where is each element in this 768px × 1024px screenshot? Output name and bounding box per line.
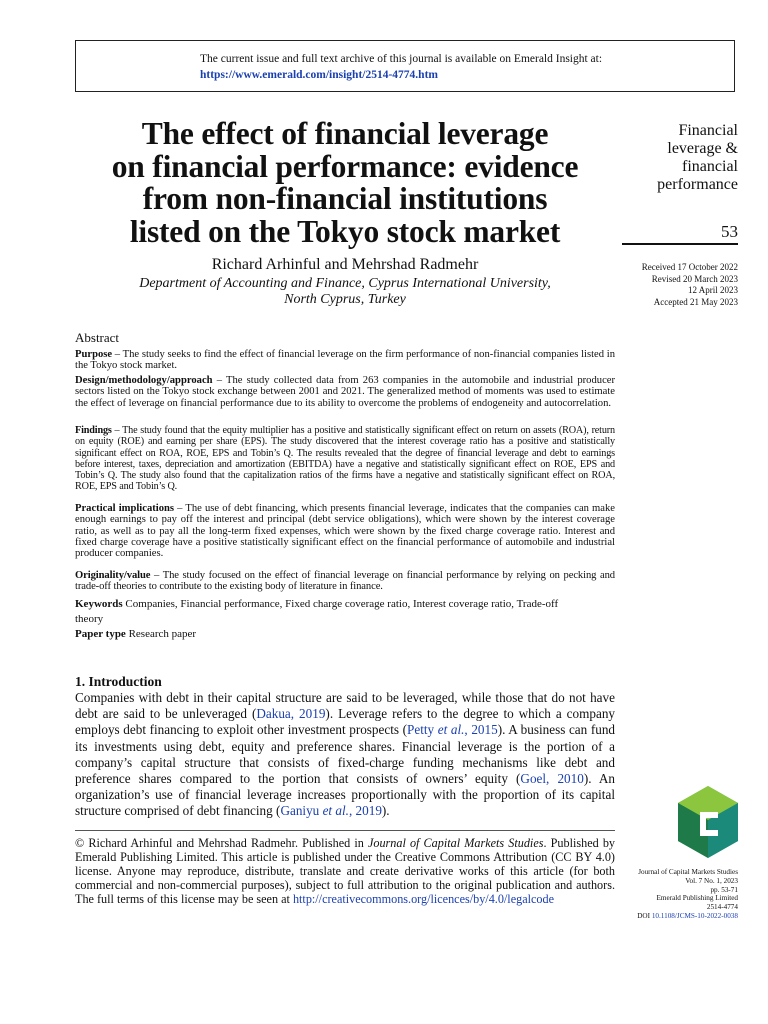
title-line: listed on the Tokyo stock market	[129, 213, 561, 249]
title-line: The effect of financial leverage	[141, 116, 549, 151]
citation-author: Ganiyu	[280, 803, 323, 819]
keywords-text: Companies, Financial performance, Fixed charge coverage ratio, Interest coverage ratio, Trade-off theory	[75, 598, 559, 625]
keywords	[75, 597, 585, 627]
title-line: on financial performance: evidence	[111, 148, 579, 184]
intro-text: Companies with debt in their capital structure are said to be leveraged, while those that do not have debt are said to be unleveraged (	[75, 690, 615, 722]
intro-text: ).	[381, 803, 390, 819]
journal-url-link[interactable]: https://www.emerald.com/insight/2514-4774.htm	[200, 69, 438, 81]
citation-link[interactable]: Dakua, 2019	[256, 706, 326, 722]
running-head-line: leverage &	[667, 140, 738, 157]
license-text: . Published by Emerald Publishing Limited. This article is published under the Creative Commons Attribution (CC BY 4.0) license. Anyone may reproduce, distribute, translate and create derivative works of this article (for both commercial and non-commercial purposes), subject to full attribution to the original publication and authors. The full terms of this license may be seen at	[75, 836, 616, 906]
citation-year: , 2015	[464, 722, 498, 738]
abstract-originality	[75, 570, 615, 593]
findings-text: – The study found that the equity multiplier has a positive and statistically significant effect on return on assets (ROA), return on equity (ROE) and earning per share (EPS). The study discovered that the interest coverage ratio has a positive and statistically significant effect on ROA, ROE, EPS and Tobin’s Q. The results revealed that the degree of financial leverage and debt to earnings before interest, taxes, depreciation and amortization (EBITDA) have a negative and statistically significant effect on ROE, EPS and Tobin’s Q. The study also found that the capitalization ratios of the firms have a negative and statistically significant effect on ROA, ROE, EPS and Tobin’s Q.	[75, 425, 615, 493]
design-text: – The study collected data from 263 companies in the automobile and industrial producer sectors listed on the Tokyo stock exchange between 2001 and 2021. The generalized method of moments was used to estimate the effect of leverage on financial performance due to its ability to overcome the problems of endogeneity and autocorrelation.	[75, 375, 615, 409]
article-dates	[600, 262, 738, 308]
article-title	[75, 118, 615, 248]
running-head-line: Financial	[678, 122, 738, 139]
title-line: from non-financial institutions	[142, 181, 548, 216]
journal-publisher: Emerald Publishing Limited	[656, 894, 738, 903]
abstract-purpose	[75, 349, 615, 372]
journal-volume: Vol. 7 No. 1, 2023	[685, 876, 738, 885]
intro-text: ). An organization’s use of financial leverage increases proportionally with the proportion of its capital structure comprised of debt financing (	[75, 771, 615, 819]
abstract-practical	[75, 503, 615, 559]
authors: Richard Arhinful and Mehrshad Radmehr	[211, 256, 479, 273]
keywords-label: Keywords	[75, 598, 123, 610]
affiliation-line: North Cyprus, Turkey	[284, 292, 406, 307]
findings-label: Findings	[75, 425, 112, 436]
running-head	[600, 122, 738, 194]
purpose-label: Purpose	[75, 349, 113, 360]
page-number: 53	[721, 222, 738, 241]
citation-link[interactable]: Goel, 2010	[520, 771, 584, 787]
citation-link[interactable]	[407, 722, 498, 737]
journal-title: Journal of Capital Markets Studies	[638, 868, 738, 876]
journal-pages: pp. 53-71	[710, 885, 738, 894]
citation-etal: et al.	[322, 803, 349, 819]
section-heading-introduction: 1. Introduction	[75, 674, 162, 689]
introduction-paragraph	[75, 690, 615, 820]
journal-doi	[600, 912, 738, 921]
archive-notice-text: The current issue and full text archive of this journal is available on Emerald Insight at:	[200, 53, 603, 65]
design-label: Design/methodology/approach	[75, 375, 213, 386]
affiliation-line: Department of Accounting and Finance, Cyprus International University,	[139, 276, 551, 291]
date-accepted: Accepted 21 May 2023	[653, 296, 738, 307]
date-revised: Revised 20 March 2023	[651, 273, 738, 284]
purpose-text: – The study seeks to find the effect of financial leverage on the firm performance of non-financial companies listed in the Tokyo stock market.	[75, 349, 615, 372]
practical-label: Practical implications	[75, 503, 175, 514]
date-revised-2: 12 April 2023	[687, 285, 738, 295]
license-note	[75, 836, 615, 906]
intro-text: ). Leverage refers to the degree to which a company employs debt financing to exploit other investment prospects (	[75, 706, 616, 738]
abstract-heading: Abstract	[75, 330, 120, 345]
journal-citation-info	[600, 868, 738, 921]
originality-label: Originality/value	[75, 570, 151, 581]
paper-type-label: Paper type	[75, 628, 126, 640]
citation-link[interactable]	[280, 803, 381, 818]
license-link[interactable]: http://creativecommons.org/licences/by/4.0/legalcode	[292, 892, 555, 906]
date-received: Received 17 October 2022	[641, 262, 738, 272]
running-head-line: financial	[682, 158, 738, 175]
hexagon-logo-icon	[678, 786, 738, 858]
citation-year: , 2019	[348, 803, 382, 819]
originality-text: – The study focused on the effect of financial leverage on financial performance by relying on pecking and trade-off theories to contribute to the existing body of literature in finance.	[75, 570, 615, 593]
abstract-design	[75, 375, 615, 409]
journal-logo	[678, 786, 738, 858]
paper-type-text: Research paper	[125, 628, 197, 640]
journal-archive-notice	[75, 40, 735, 92]
footnote-rule	[75, 830, 615, 831]
citation-author: Petty	[407, 722, 438, 738]
running-head-line: performance	[657, 176, 738, 193]
page-number-rule	[622, 243, 738, 245]
intro-text: ). A business can fund its investments using debt, equity and preference shares. Financial leverage is the portion of a company’s capital structure that consists of fixed-charge funding mechanisms like debt and preference shares compared to the portion that consists of owners’ equity (	[75, 722, 616, 787]
journal-issn: 2514-4774	[706, 903, 738, 912]
paper-type	[75, 627, 615, 642]
license-text: © Richard Arhinful and Mehrshad Radmehr. Published in	[75, 836, 368, 850]
affiliation	[75, 276, 615, 308]
journal-name: Journal of Capital Markets Studies	[367, 836, 544, 850]
practical-text: – The use of debt financing, which presents financial leverage, indicates that the companies can make enough earnings to pay off the interest and principal (debt service obligations), which were shown by the interest coverage ratio, as well as to pay all the long-term fixed expenses, which were shown by the fixed charge coverage ratio. Interest and fixed charge coverage have a positive statistically significant effect on the financial performance of automobile and industrial producer companies.	[75, 503, 616, 560]
doi-link[interactable]: 10.1108/JCMS-10-2022-0038	[651, 911, 738, 920]
citation-etal: et al.	[437, 722, 465, 738]
abstract-findings	[75, 425, 615, 493]
doi-label: DOI	[637, 911, 652, 920]
